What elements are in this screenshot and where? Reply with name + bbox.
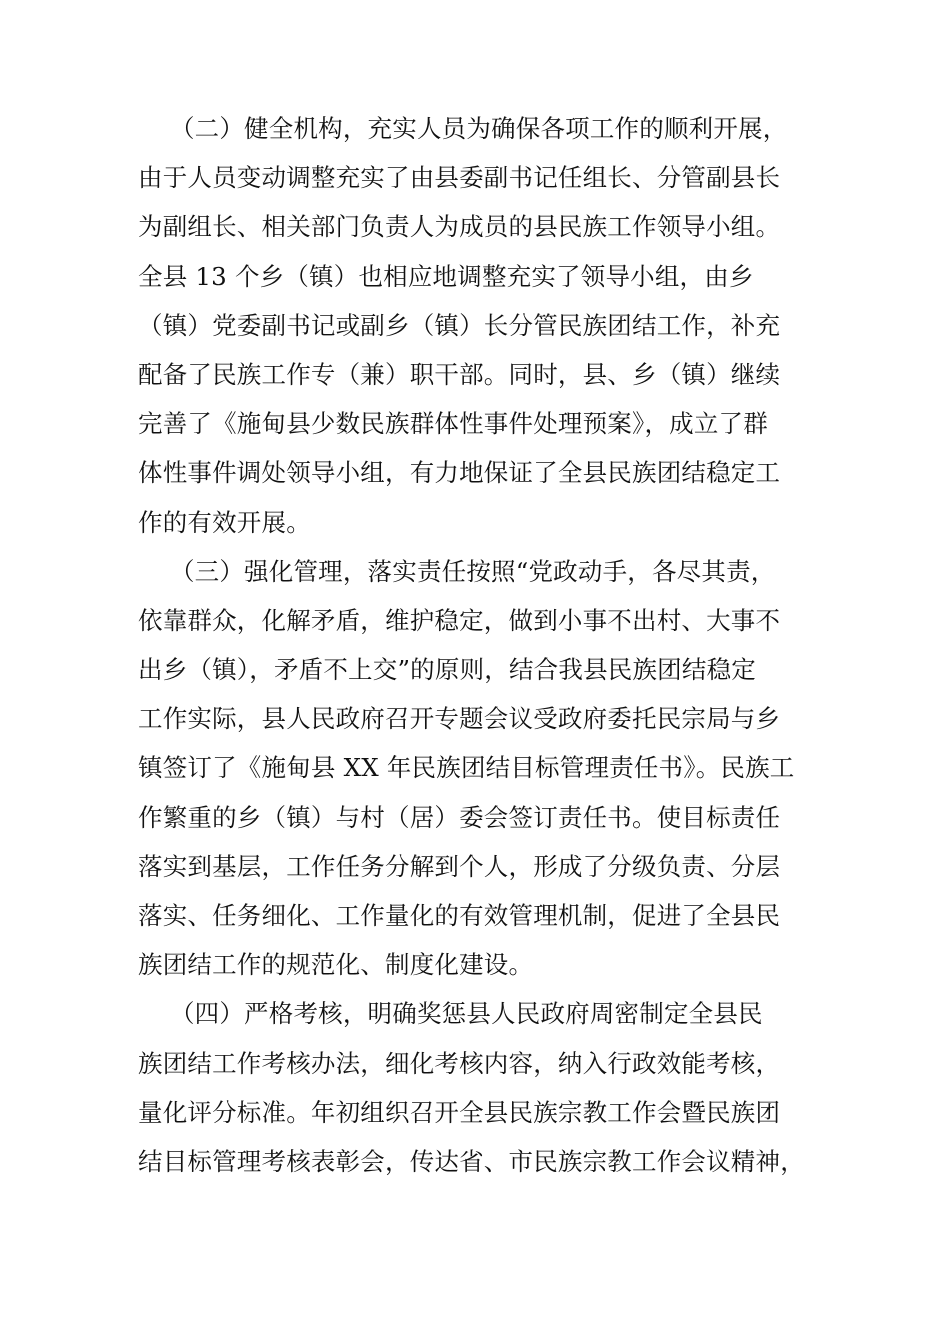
text-line: 落实到基层，工作任务分解到个人，形成了分级负责、分层 (138, 851, 781, 881)
text-line: 作的有效开展。 (138, 507, 311, 537)
text-line: 作繁重的乡（镇）与村（居）委会签订责任书。使目标责任 (138, 802, 781, 832)
text-line: 依靠群众，化解矛盾，维护稳定，做到小事不出村、大事不 (138, 605, 781, 635)
text-line: （二）健全机构，充实人员为确保各项工作的顺利开展， (138, 114, 788, 143)
text-line: 完善了《施甸县少数民族群体性事件处理预案》，成立了群 (138, 409, 768, 439)
text-line: 族团结工作的规范化、制度化建设。 (138, 950, 534, 980)
text-line: 量化评分标准。年初组织召开全县民族宗教工作会暨民族团 (138, 1097, 781, 1127)
text-line: 结目标管理考核表彰会，传达省、市民族宗教工作会议精神， (138, 1146, 805, 1176)
text-line: （三）强化管理，落实责任按照“党政动手，各尽其责， (138, 556, 776, 586)
text-line: 落实、任务细化、工作量化的有效管理机制，促进了全县民 (138, 901, 781, 930)
text-line: 由于人员变动调整充实了由县委副书记任组长、分管副县长 (138, 163, 781, 193)
text-line: 出乡（镇），矛盾不上交”的原则，结合我县民族团结稳定 (138, 655, 756, 685)
text-line: （四）严格考核，明确奖惩县人民政府周密制定全县民 (138, 999, 763, 1029)
text-line: 配备了民族工作专（兼）职干部。同时，县、乡（镇）继续 (138, 359, 781, 389)
text-line: 全县 13 个乡（镇）也相应地调整充实了领导小组，由乡 (138, 261, 754, 291)
text-line: 工作实际，县人民政府召开专题会议受政府委托民宗局与乡 (138, 704, 781, 734)
document-body (138, 104, 828, 1186)
text-line: 族团结工作考核办法，细化考核内容，纳入行政效能考核， (138, 1048, 781, 1078)
text-line: 体性事件调处领导小组，有力地保证了全县民族团结稳定工 (138, 458, 781, 488)
text-line: （镇）党委副书记或副乡（镇）长分管民族团结工作，补充 (138, 310, 781, 340)
text-line: 镇签订了《施甸县 XX 年民族团结目标管理责任书》。民族工 (138, 753, 795, 783)
text-line: 为副组长、相关部门负责人为成员的县民族工作领导小组。 (138, 212, 781, 242)
